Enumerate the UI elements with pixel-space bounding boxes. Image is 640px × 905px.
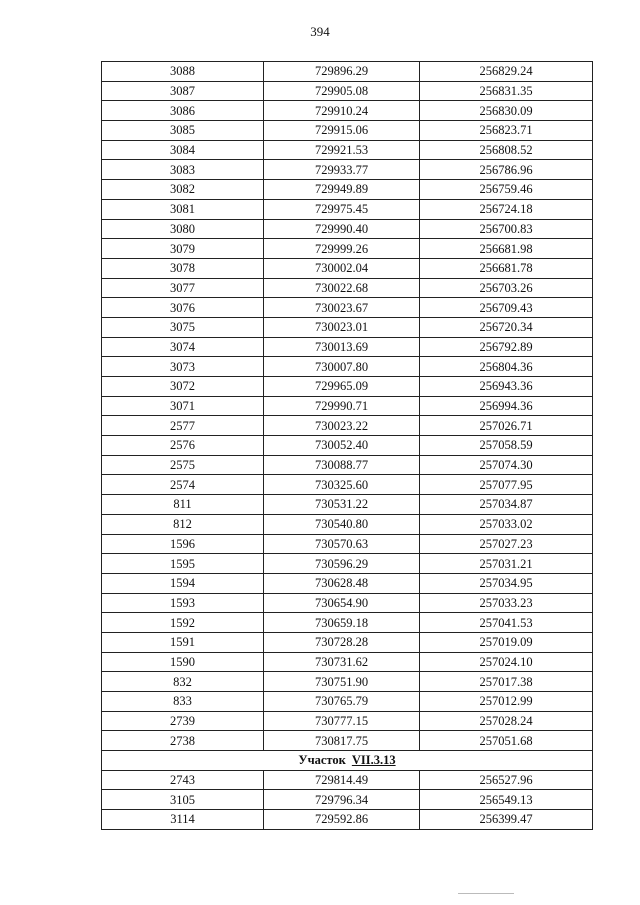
y-coordinate-cell: 257019.09	[420, 632, 593, 652]
y-coordinate-cell: 256808.52	[420, 140, 593, 160]
point-number-cell: 3114	[102, 810, 264, 830]
table-row	[102, 731, 593, 751]
scan-artifact-line	[458, 893, 514, 894]
point-number-cell: 3085	[102, 121, 264, 141]
point-number-cell: 2574	[102, 475, 264, 495]
y-coordinate-cell: 257034.87	[420, 495, 593, 515]
y-coordinate-cell: 257041.53	[420, 613, 593, 633]
y-coordinate-cell: 256831.35	[420, 81, 593, 101]
table-row	[102, 475, 593, 495]
section-id: VII.3.13	[351, 753, 396, 768]
y-coordinate-cell: 257012.99	[420, 692, 593, 712]
point-number-cell: 1594	[102, 573, 264, 593]
point-number-cell: 3071	[102, 396, 264, 416]
point-number-cell: 3076	[102, 298, 264, 318]
table-row	[102, 258, 593, 278]
point-number-cell: 2738	[102, 731, 264, 751]
point-number-cell: 2576	[102, 436, 264, 456]
point-number-cell: 3086	[102, 101, 264, 121]
table-row	[102, 711, 593, 731]
table-row	[102, 810, 593, 830]
table-row	[102, 357, 593, 377]
point-number-cell: 3079	[102, 239, 264, 259]
x-coordinate-cell: 730023.67	[264, 298, 420, 318]
table-row	[102, 593, 593, 613]
y-coordinate-cell: 256943.36	[420, 377, 593, 397]
section-header-cell	[102, 751, 593, 771]
y-coordinate-cell: 256681.98	[420, 239, 593, 259]
x-coordinate-cell: 730002.04	[264, 258, 420, 278]
x-coordinate-cell: 730531.22	[264, 495, 420, 515]
y-coordinate-cell: 256792.89	[420, 337, 593, 357]
y-coordinate-cell: 257034.95	[420, 573, 593, 593]
x-coordinate-cell: 730751.90	[264, 672, 420, 692]
x-coordinate-cell: 730052.40	[264, 436, 420, 456]
point-number-cell: 832	[102, 672, 264, 692]
x-coordinate-cell: 729933.77	[264, 160, 420, 180]
point-number-cell: 1593	[102, 593, 264, 613]
y-coordinate-cell: 257033.23	[420, 593, 593, 613]
y-coordinate-cell: 257033.02	[420, 514, 593, 534]
y-coordinate-cell: 256549.13	[420, 790, 593, 810]
table-row	[102, 81, 593, 101]
point-number-cell: 3073	[102, 357, 264, 377]
y-coordinate-cell: 257031.21	[420, 554, 593, 574]
y-coordinate-cell: 256994.36	[420, 396, 593, 416]
y-coordinate-cell: 256709.43	[420, 298, 593, 318]
table-row	[102, 377, 593, 397]
point-number-cell: 2575	[102, 455, 264, 475]
point-number-cell: 812	[102, 514, 264, 534]
table-row	[102, 101, 593, 121]
coordinates-table-body	[102, 62, 593, 830]
x-coordinate-cell: 730777.15	[264, 711, 420, 731]
y-coordinate-cell: 257024.10	[420, 652, 593, 672]
point-number-cell: 3082	[102, 180, 264, 200]
y-coordinate-cell: 256681.78	[420, 258, 593, 278]
table-row	[102, 632, 593, 652]
x-coordinate-cell: 729990.40	[264, 219, 420, 239]
x-coordinate-cell: 729915.06	[264, 121, 420, 141]
table-row	[102, 160, 593, 180]
x-coordinate-cell: 729990.71	[264, 396, 420, 416]
coordinates-table	[101, 61, 593, 830]
y-coordinate-cell: 257028.24	[420, 711, 593, 731]
point-number-cell: 3081	[102, 199, 264, 219]
x-coordinate-cell: 730023.22	[264, 416, 420, 436]
table-row	[102, 573, 593, 593]
x-coordinate-cell: 730765.79	[264, 692, 420, 712]
x-coordinate-cell: 730731.62	[264, 652, 420, 672]
x-coordinate-cell: 730570.63	[264, 534, 420, 554]
table-row	[102, 337, 593, 357]
x-coordinate-cell: 729949.89	[264, 180, 420, 200]
point-number-cell: 2577	[102, 416, 264, 436]
y-coordinate-cell: 257077.95	[420, 475, 593, 495]
table-row	[102, 514, 593, 534]
section-header-row	[102, 751, 593, 771]
y-coordinate-cell: 257074.30	[420, 455, 593, 475]
x-coordinate-cell: 730540.80	[264, 514, 420, 534]
point-number-cell: 811	[102, 495, 264, 515]
x-coordinate-cell: 730088.77	[264, 455, 420, 475]
point-number-cell: 3077	[102, 278, 264, 298]
table-row	[102, 436, 593, 456]
x-coordinate-cell: 730728.28	[264, 632, 420, 652]
x-coordinate-cell: 730007.80	[264, 357, 420, 377]
point-number-cell: 3105	[102, 790, 264, 810]
table-row	[102, 672, 593, 692]
x-coordinate-cell: 730628.48	[264, 573, 420, 593]
point-number-cell: 1591	[102, 632, 264, 652]
table-row	[102, 239, 593, 259]
table-row	[102, 140, 593, 160]
table-row	[102, 534, 593, 554]
x-coordinate-cell: 729905.08	[264, 81, 420, 101]
x-coordinate-cell: 730023.01	[264, 317, 420, 337]
x-coordinate-cell: 729910.24	[264, 101, 420, 121]
x-coordinate-cell: 730817.75	[264, 731, 420, 751]
point-number-cell: 3072	[102, 377, 264, 397]
table-row	[102, 495, 593, 515]
y-coordinate-cell: 256720.34	[420, 317, 593, 337]
y-coordinate-cell: 256786.96	[420, 160, 593, 180]
y-coordinate-cell: 256700.83	[420, 219, 593, 239]
point-number-cell: 1590	[102, 652, 264, 672]
x-coordinate-cell: 730022.68	[264, 278, 420, 298]
table-row	[102, 554, 593, 574]
point-number-cell: 833	[102, 692, 264, 712]
y-coordinate-cell: 256759.46	[420, 180, 593, 200]
point-number-cell: 3078	[102, 258, 264, 278]
table-row	[102, 180, 593, 200]
y-coordinate-cell: 256703.26	[420, 278, 593, 298]
y-coordinate-cell: 256830.09	[420, 101, 593, 121]
table-row	[102, 790, 593, 810]
table-row	[102, 455, 593, 475]
x-coordinate-cell: 729896.29	[264, 62, 420, 82]
table-row	[102, 62, 593, 82]
point-number-cell: 3080	[102, 219, 264, 239]
y-coordinate-cell: 256527.96	[420, 770, 593, 790]
point-number-cell: 3088	[102, 62, 264, 82]
table-row	[102, 219, 593, 239]
table-row	[102, 416, 593, 436]
y-coordinate-cell: 257058.59	[420, 436, 593, 456]
table-row	[102, 613, 593, 633]
point-number-cell: 3075	[102, 317, 264, 337]
y-coordinate-cell: 256399.47	[420, 810, 593, 830]
x-coordinate-cell: 730325.60	[264, 475, 420, 495]
table-row	[102, 278, 593, 298]
point-number-cell: 2743	[102, 770, 264, 790]
x-coordinate-cell: 729999.26	[264, 239, 420, 259]
x-coordinate-cell: 729975.45	[264, 199, 420, 219]
point-number-cell: 3084	[102, 140, 264, 160]
x-coordinate-cell: 730654.90	[264, 593, 420, 613]
y-coordinate-cell: 257027.23	[420, 534, 593, 554]
x-coordinate-cell: 730659.18	[264, 613, 420, 633]
y-coordinate-cell: 256829.24	[420, 62, 593, 82]
x-coordinate-cell: 729796.34	[264, 790, 420, 810]
point-number-cell: 2739	[102, 711, 264, 731]
section-label: Участок	[298, 753, 346, 768]
table-row	[102, 652, 593, 672]
table-row	[102, 692, 593, 712]
x-coordinate-cell: 729921.53	[264, 140, 420, 160]
table-row	[102, 298, 593, 318]
table-row	[102, 396, 593, 416]
x-coordinate-cell: 729965.09	[264, 377, 420, 397]
y-coordinate-cell: 256804.36	[420, 357, 593, 377]
table-row	[102, 770, 593, 790]
y-coordinate-cell: 257051.68	[420, 731, 593, 751]
x-coordinate-cell: 730596.29	[264, 554, 420, 574]
table-row	[102, 199, 593, 219]
page-number: 394	[310, 24, 330, 39]
x-coordinate-cell: 730013.69	[264, 337, 420, 357]
table-row	[102, 317, 593, 337]
x-coordinate-cell: 729592.86	[264, 810, 420, 830]
point-number-cell: 3083	[102, 160, 264, 180]
table-row	[102, 121, 593, 141]
point-number-cell: 1592	[102, 613, 264, 633]
y-coordinate-cell: 257017.38	[420, 672, 593, 692]
y-coordinate-cell: 256724.18	[420, 199, 593, 219]
x-coordinate-cell: 729814.49	[264, 770, 420, 790]
point-number-cell: 1596	[102, 534, 264, 554]
point-number-cell: 3087	[102, 81, 264, 101]
point-number-cell: 1595	[102, 554, 264, 574]
y-coordinate-cell: 257026.71	[420, 416, 593, 436]
y-coordinate-cell: 256823.71	[420, 121, 593, 141]
point-number-cell: 3074	[102, 337, 264, 357]
